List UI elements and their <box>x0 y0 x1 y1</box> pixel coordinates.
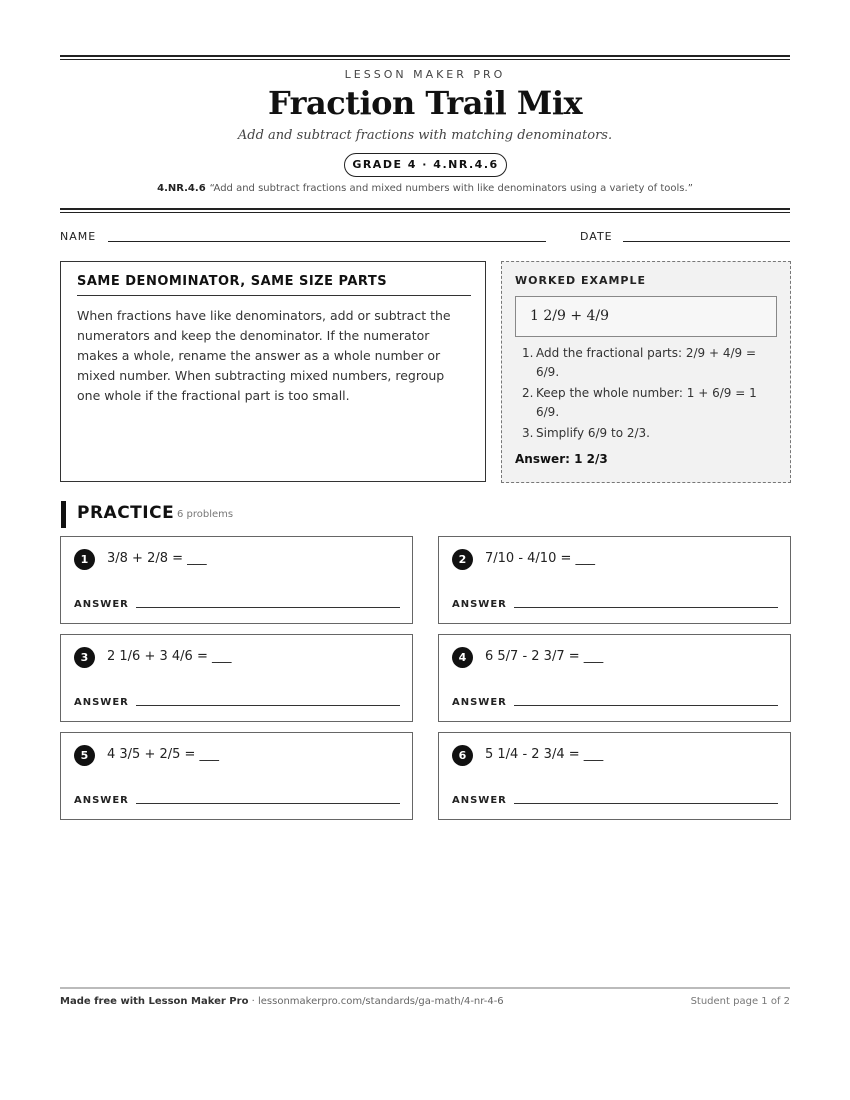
problem-number-badge: 4 <box>452 647 473 668</box>
answer-label: ANSWER <box>452 599 507 610</box>
footer-url: · lessonmakerpro.com/standards/ga-math/4-nr-4-6 <box>248 996 504 1007</box>
problem-expression: 7/10 - 4/10 = ___ <box>485 551 595 566</box>
example-step: 1. Add the fractional parts: 2/9 + 4/9 = 6/9. <box>522 346 757 379</box>
problem-card-1 <box>60 536 413 624</box>
date-field[interactable] <box>623 241 790 242</box>
answer-field[interactable] <box>136 607 400 608</box>
worked-example-answer: Answer: 1 2/3 <box>515 452 608 466</box>
problem-card-5 <box>60 732 413 820</box>
brand-label: LESSON MAKER PRO <box>344 68 506 81</box>
answer-label: ANSWER <box>74 599 129 610</box>
problem-expression: 3/8 + 2/8 = ___ <box>107 551 207 566</box>
example-step: 2. Keep the whole number: 1 + 6/9 = 1 6/9. <box>522 386 757 419</box>
date-label: DATE <box>580 230 613 243</box>
answer-field[interactable] <box>136 705 400 706</box>
problem-card-4 <box>438 634 791 722</box>
problem-number-badge: 2 <box>452 549 473 570</box>
concept-box <box>60 261 486 482</box>
concept-title: SAME DENOMINATOR, SAME SIZE PARTS <box>77 274 471 296</box>
problem-expression: 4 3/5 + 2/5 = ___ <box>107 747 220 762</box>
practice-heading: PRACTICE <box>77 503 175 523</box>
practice-count: 6 problems <box>177 509 234 520</box>
answer-field[interactable] <box>514 705 778 706</box>
name-field[interactable] <box>108 241 546 242</box>
example-step: 3. Simplify 6/9 to 2/3. <box>522 426 650 440</box>
problem-card-2 <box>438 536 791 624</box>
worked-example-box <box>501 261 791 483</box>
answer-field[interactable] <box>136 803 400 804</box>
answer-label: ANSWER <box>452 697 507 708</box>
worked-example-steps <box>522 344 782 445</box>
problem-number-badge: 5 <box>74 745 95 766</box>
name-label: NAME <box>60 230 97 243</box>
footer-credit <box>60 996 504 1007</box>
grade-standard-badge: GRADE 4 · 4.NR.4.6 <box>344 153 507 177</box>
worked-example-expression: 1 2/9 + 4/9 <box>515 296 777 337</box>
footer-page-number: Student page 1 of 2 <box>690 996 790 1007</box>
practice-accent-bar <box>61 501 66 528</box>
footer-made-with: Made free with Lesson Maker Pro <box>60 996 249 1007</box>
problem-expression: 5 1/4 - 2 3/4 = ___ <box>485 747 604 762</box>
standard-text: “Add and subtract fractions and mixed numbers with like denominators using a variety of tools.” <box>209 183 693 194</box>
top-double-rule <box>60 55 790 60</box>
answer-field[interactable] <box>514 803 778 804</box>
concept-body: When fractions have like denominators, add or subtract the numerators and keep the denominator. If the numerator makes a whole, rename the answer as a whole number or mixed number. When subtracting mixed numbers, regroup one whole if the fractional part is too small. <box>77 308 451 403</box>
standard-description <box>0 183 850 194</box>
worked-example-title: WORKED EXAMPLE <box>515 274 646 287</box>
problem-expression: 6 5/7 - 2 3/7 = ___ <box>485 649 604 664</box>
standard-code: 4.NR.4.6 <box>157 183 206 194</box>
problem-expression: 2 1/6 + 3 4/6 = ___ <box>107 649 232 664</box>
answer-label: ANSWER <box>74 795 129 806</box>
worksheet-title: Fraction Trail Mix <box>267 84 583 122</box>
problem-card-6 <box>438 732 791 820</box>
problem-number-badge: 3 <box>74 647 95 668</box>
header-bottom-double-rule <box>60 208 790 213</box>
problem-card-3 <box>60 634 413 722</box>
answer-label: ANSWER <box>74 697 129 708</box>
answer-label: ANSWER <box>452 795 507 806</box>
problem-number-badge: 6 <box>452 745 473 766</box>
worksheet-subtitle: Add and subtract fractions with matching denominators. <box>237 128 613 143</box>
footer-rule <box>60 987 790 989</box>
answer-field[interactable] <box>514 607 778 608</box>
problem-number-badge: 1 <box>74 549 95 570</box>
